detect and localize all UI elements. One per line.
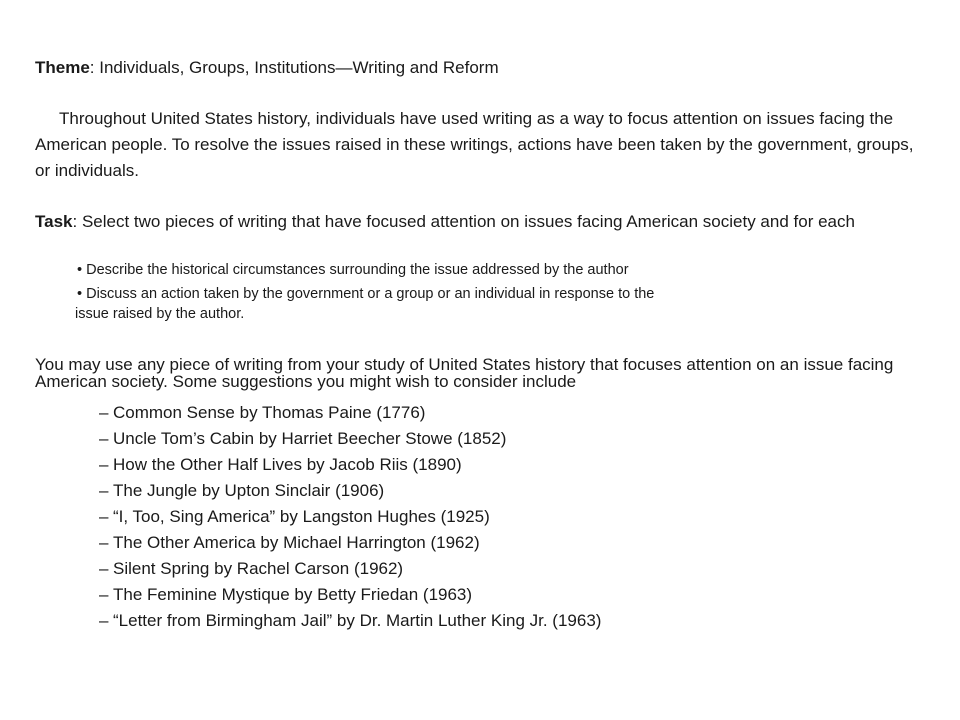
suggestion-text: How the Other Half Lives by Jacob Riis (1890)	[113, 455, 462, 474]
task-bullet-continuation: issue raised by the author.	[75, 306, 245, 322]
task-label: Task	[35, 212, 73, 231]
task-bullet-text: • Discuss an action taken by the government or a group or an individual in response to the	[77, 286, 655, 302]
dash-bullet-icon: –	[99, 429, 109, 448]
dash-bullet-icon: –	[99, 611, 109, 630]
suggestion-item	[99, 608, 601, 634]
task-paragraph	[35, 209, 925, 235]
suggestion-item	[99, 556, 601, 582]
suggestion-item	[99, 478, 601, 504]
suggestions-intro: You may use any piece of writing from your study of United States history that focuses attention on an issue facing American society. Some suggestions you might wish to consider include	[35, 355, 894, 391]
suggestion-text: Silent Spring by Rachel Carson (1962)	[113, 559, 404, 578]
suggestion-item	[99, 530, 601, 556]
suggestion-text: The Other America by Michael Harrington (1962)	[113, 533, 480, 552]
suggestion-text: “I, Too, Sing America” by Langston Hughes (1925)	[113, 507, 490, 526]
suggestion-text: Common Sense by Thomas Paine (1776)	[113, 403, 426, 422]
theme-text: : Individuals, Groups, Institutions—Writing and Reform	[89, 58, 499, 77]
dash-bullet-icon: –	[99, 559, 109, 578]
suggestion-item	[99, 504, 601, 530]
suggestion-item	[99, 426, 601, 452]
theme-line	[35, 57, 499, 79]
suggestion-text: The Feminine Mystique by Betty Friedan (1963)	[113, 585, 473, 604]
suggestion-text: The Jungle by Upton Sinclair (1906)	[113, 481, 385, 500]
suggestion-text: “Letter from Birmingham Jail” by Dr. Martin Luther King Jr. (1963)	[113, 611, 602, 630]
dash-bullet-icon: –	[99, 533, 109, 552]
dash-bullet-icon: –	[99, 403, 109, 422]
dash-bullet-icon: –	[99, 455, 109, 474]
task-bullet-item: • Describe the historical circumstances surrounding the issue addressed by the author	[77, 262, 629, 278]
suggestion-text: Uncle Tom’s Cabin by Harriet Beecher Stowe (1852)	[113, 429, 507, 448]
dash-bullet-icon: –	[99, 507, 109, 526]
task-bullet-item	[77, 284, 797, 324]
suggestion-item	[99, 452, 601, 478]
theme-label: Theme	[35, 58, 90, 77]
task-text: : Select two pieces of writing that have focused attention on issues facing American society and for each	[72, 212, 855, 231]
dash-bullet-icon: –	[99, 585, 109, 604]
dash-bullet-icon: –	[99, 481, 109, 500]
suggestions-list	[99, 400, 601, 634]
intro-paragraph: Throughout United States history, individuals have used writing as a way to focus attention on issues facing the American people. To resolve the issues raised in these writings, actions have been taken by the government, groups, or individuals.	[35, 109, 914, 180]
suggestion-item	[99, 582, 601, 608]
task-bullet-list	[77, 260, 797, 328]
suggestion-item	[99, 400, 601, 426]
